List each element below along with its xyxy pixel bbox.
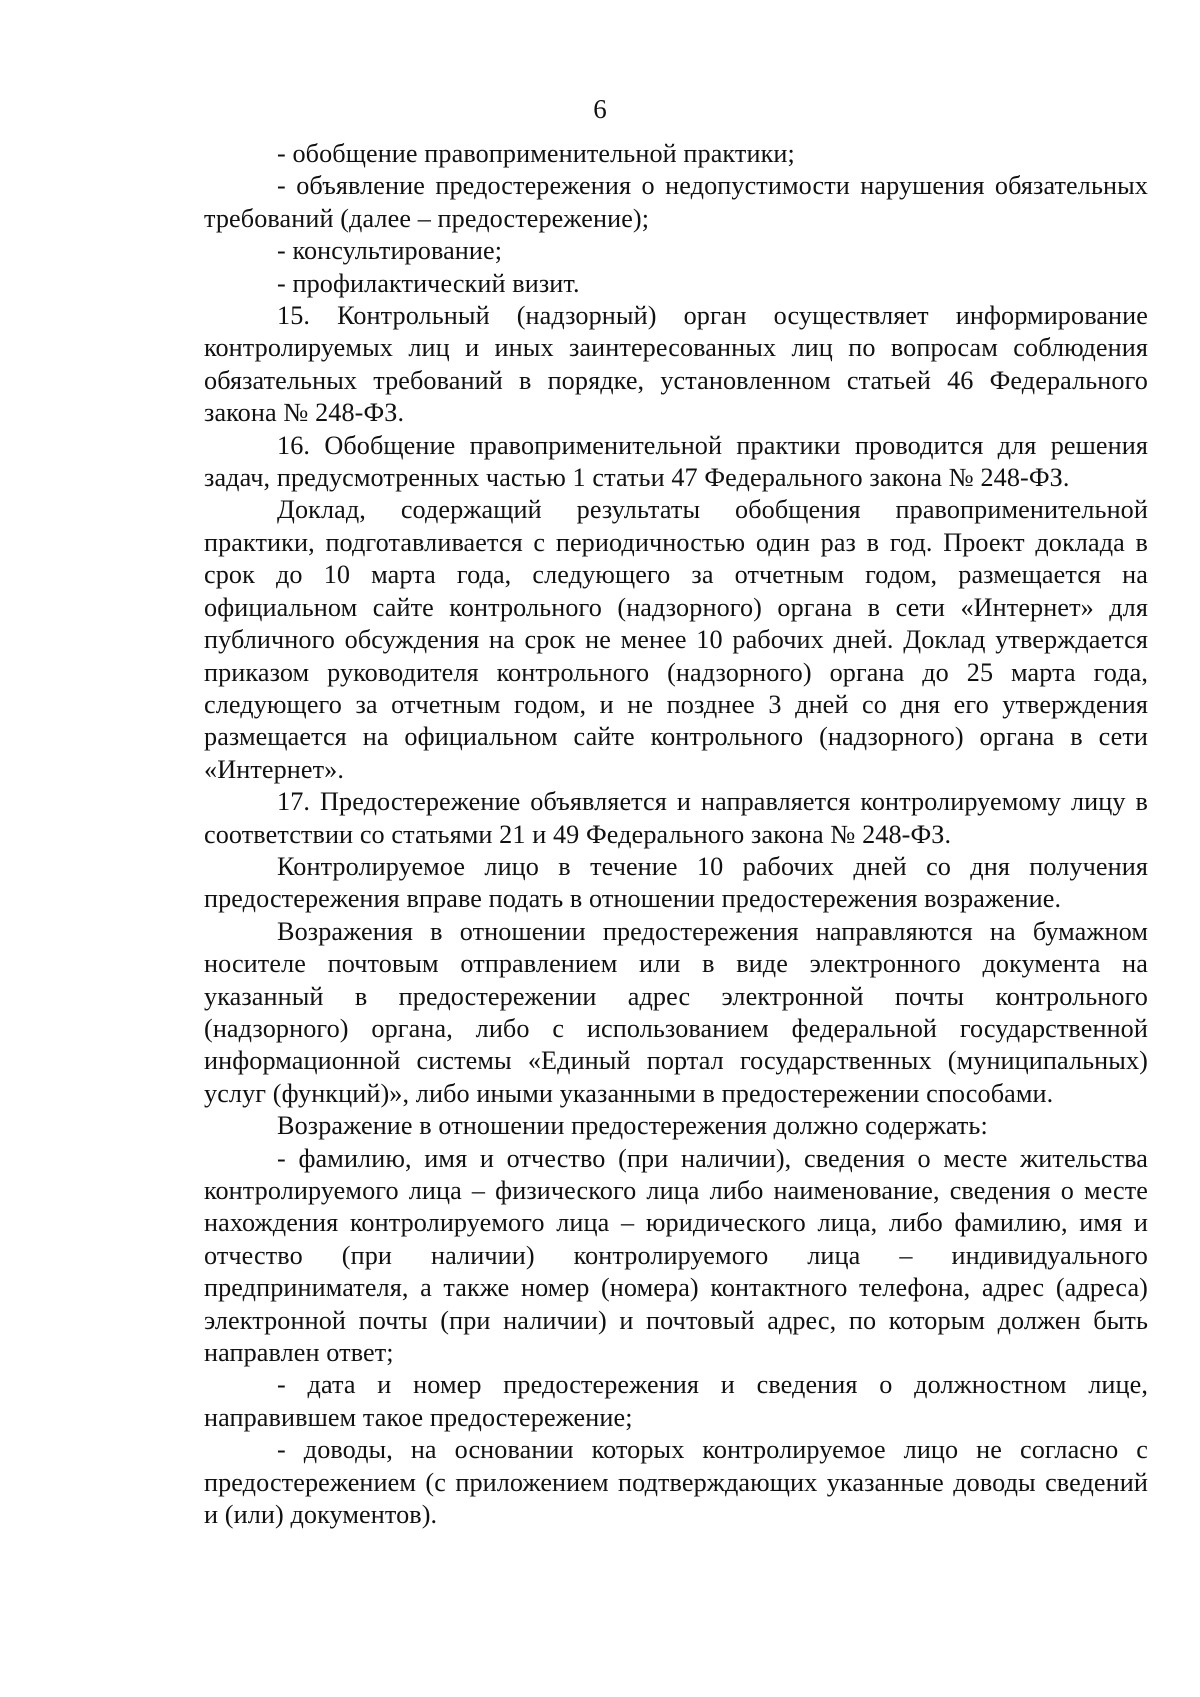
- paragraph: - объявление предостережения о недопустимости нарушения обязательных требований (далее – предостережение);: [204, 171, 1148, 233]
- paragraph: - доводы, на основании которых контролируемое лицо не согласно с предостережением (с приложением подтверждающих указанные доводы сведений и (или) документов).: [204, 1435, 1148, 1530]
- paragraph: Доклад, содержащий результаты обобщения правоприменительной практики, подготавливается с периодичностью один раз в год. Проект доклада в срок до 10 марта года, следующего за отчетным годом, размещается на официальном сайте контрольного (надзорного) органа в сети «Интернет» для публичного обсуждения на срок не менее 10 рабочих дней. Доклад утверждается приказом руководителя контрольного (надзорного) органа до 25 марта года, следующего за отчетным годом, и не позднее 3 дней со дня его утверждения размещается на официальном сайте контрольного (надзорного) органа в сети «Интернет».: [204, 495, 1148, 784]
- paragraph: Возражения в отношении предостережения направляются на бумажном носителе почтовым отправлением или в виде электронного документа на указанный в предостережении адрес электронной почты контрольного (надзорного) органа, либо с использованием федеральной государственной информационной системы «Единый портал государственных (муниципальных) услуг (функций)», либо иными указанными в предостережении способами.: [204, 916, 1148, 1108]
- page-number: 6: [593, 94, 607, 124]
- paragraph: 16. Обобщение правоприменительной практики проводится для решения задач, предусмотренных частью 1 статьи 47 Федерального закона № 248-ФЗ.: [204, 430, 1148, 493]
- document-body: [204, 138, 1148, 1531]
- paragraph: - обобщение правоприменительной практики;: [277, 139, 795, 168]
- paragraph: - дата и номер предостережения и сведения о должностном лице, направившем такое предостережение;: [204, 1370, 1148, 1432]
- paragraph: - профилактический визит.: [277, 268, 580, 298]
- paragraph: Контролируемое лицо в течение 10 рабочих дней со дня получения предостережения вправе подать в отношении предостережения возражение.: [204, 851, 1148, 914]
- paragraph: Возражение в отношении предостережения должно содержать:: [277, 1111, 988, 1141]
- paragraph: 15. Контрольный (надзорный) орган осуществляет информирование контролируемых лиц и иных заинтересованных лиц по вопросам соблюдения обязательных требований в порядке, установленном статьей 46 Федерального закона № 248-ФЗ.: [204, 301, 1148, 428]
- paragraph: - фамилию, имя и отчество (при наличии), сведения о месте жительства контролируемого лица – физического лица либо наименование, сведения о месте нахождения контролируемого лица – юридического лица, либо фамилию, имя и отчество (при наличии) контролируемого лица – индивидуального предпринимателя, а также номер (номера) контактного телефона, адрес (адреса) электронной почты (при наличии) и почтовый адрес, по которым должен быть направлен ответ;: [204, 1143, 1148, 1368]
- paragraph: - консультирование;: [277, 236, 503, 266]
- paragraph: 17. Предостережение объявляется и направляется контролируемому лицу в соответствии со статьями 21 и 49 Федерального закона № 248-ФЗ.: [204, 787, 1148, 849]
